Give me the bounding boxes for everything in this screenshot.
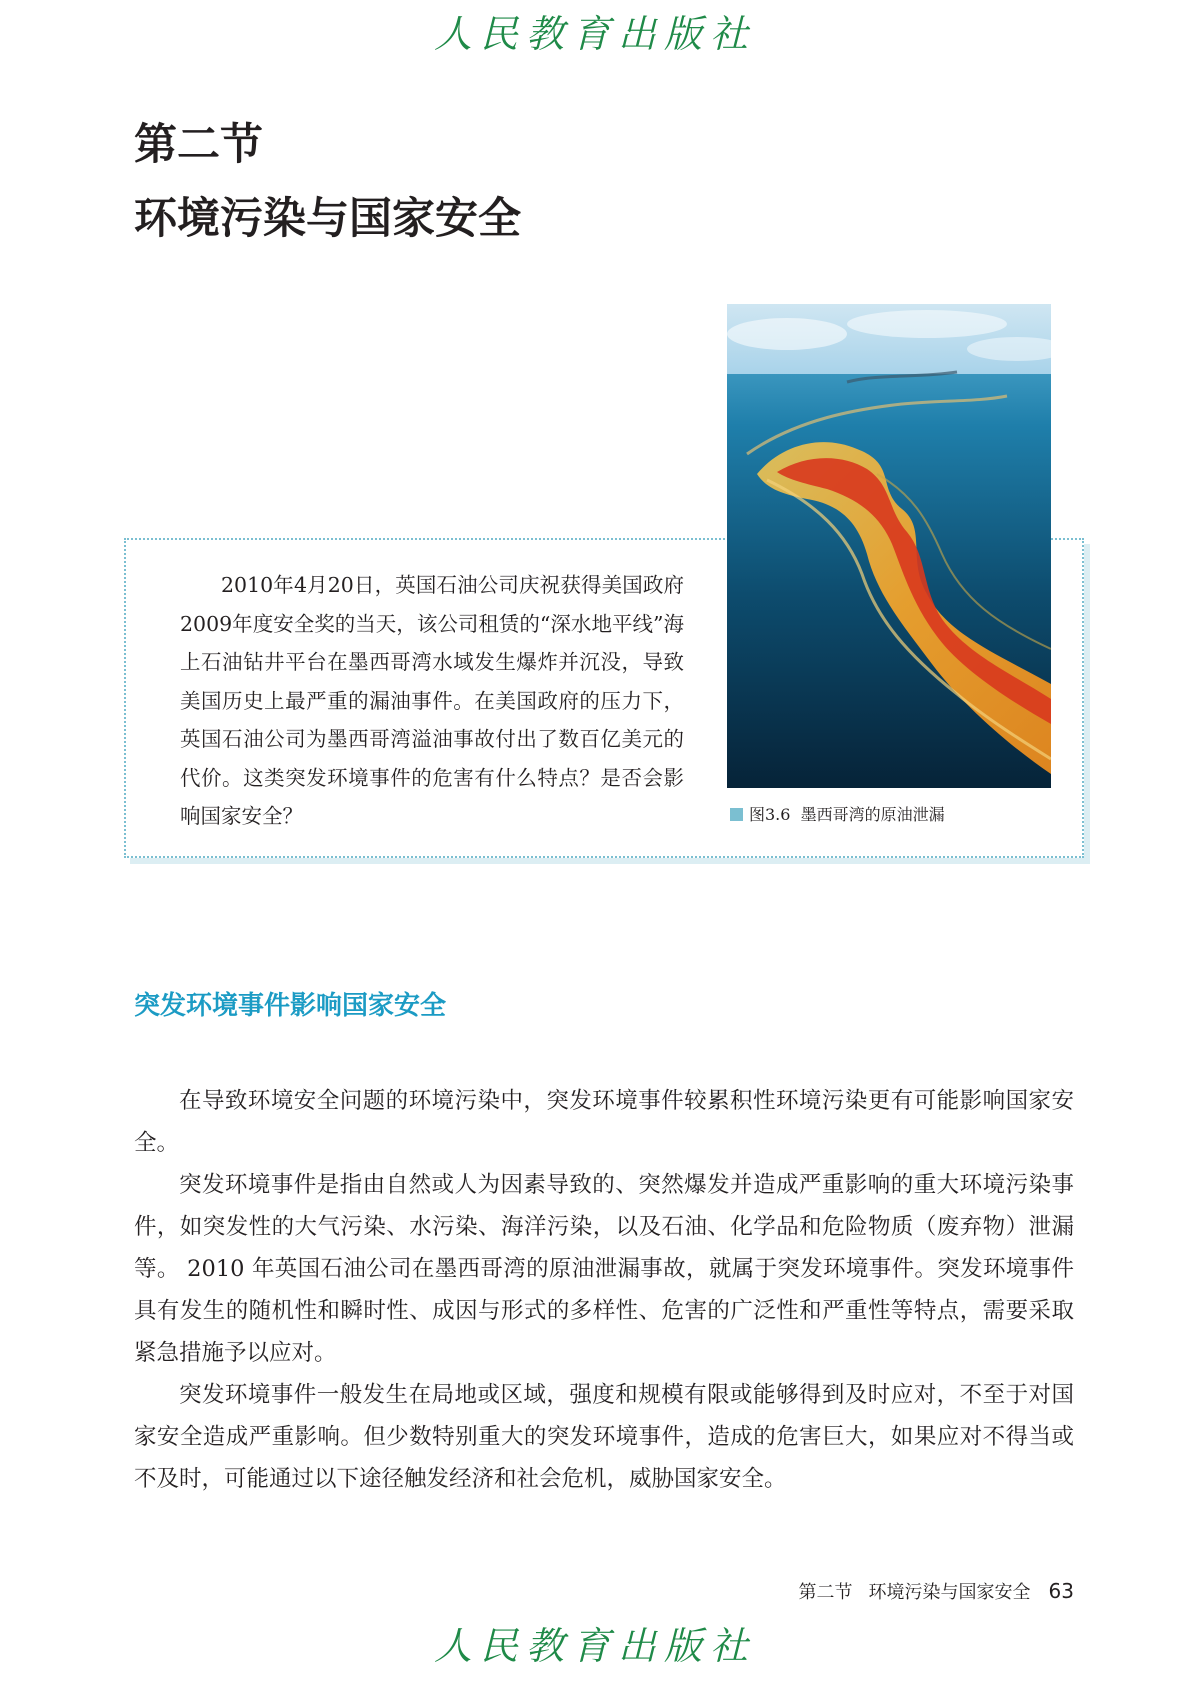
body-text bbox=[134, 1080, 1074, 1500]
footer-section-title: 环境污染与国家安全 bbox=[868, 1582, 1031, 1603]
figure-number: 图3.6 bbox=[749, 805, 791, 824]
publisher-logo-top: 人民教育出版社 bbox=[433, 12, 756, 56]
figure-caption bbox=[730, 804, 945, 826]
body-paragraph: 突发环境事件一般发生在局地或区域，强度和规模有限或能够得到及时应对，不至于对国家安全造成严重影响。但少数特别重大的突发环境事件，造成的危害巨大，如果应对不得当或不及时，可能通过以下途径触发经济和社会危机，威胁国家安全。 bbox=[134, 1382, 1074, 1492]
page-number: 63 bbox=[1048, 1579, 1074, 1603]
footer-section-number: 第二节 bbox=[798, 1582, 853, 1603]
case-study-text: 2010年4月20日，英国石油公司庆祝获得美国政府2009年度安全奖的当天，该公司租赁的“深水地平线”海上石油钻井平台在墨西哥湾水域发生爆炸并沉没，导致美国历史上最严重的漏油事件。在美国政府的压力下，英国石油公司为墨西哥湾溢油事故付出了数百亿美元的代价。这类突发环境事件的危害有什么特点？是否会影响国家安全？ bbox=[180, 573, 684, 828]
oil-spill-photo bbox=[727, 304, 1051, 788]
page-footer bbox=[799, 1578, 1074, 1606]
section-number: 第二节 bbox=[134, 120, 263, 170]
figure-caption-text: 墨西哥湾的原油泄漏 bbox=[800, 805, 945, 824]
body-paragraph: 在导致环境安全问题的环境污染中，突发环境事件较累积性环境污染更有可能影响国家安全。 bbox=[134, 1088, 1074, 1156]
section-title: 环境污染与国家安全 bbox=[134, 194, 521, 244]
section-heading bbox=[134, 108, 521, 256]
subsection-heading: 突发环境事件影响国家安全 bbox=[134, 991, 447, 1021]
publisher-logo-bottom: 人民教育出版社 bbox=[433, 1624, 756, 1668]
body-paragraph: 突发环境事件是指由自然或人为因素导致的、突然爆发并造成严重影响的重大环境污染事件，如突发性的大气污染、水污染、海洋污染，以及石油、化学品和危险物质（废弃物）泄漏等。 2010 年英国石油公司在墨西哥湾的原油泄漏事故，就属于突发环境事件。突发环境事件具有发生的随机性和瞬时性、成因与形式的多样性、危害的广泛性和严重性等特点，需要采取紧急措施予以应对。 bbox=[134, 1172, 1074, 1366]
caption-marker-icon bbox=[730, 808, 743, 821]
